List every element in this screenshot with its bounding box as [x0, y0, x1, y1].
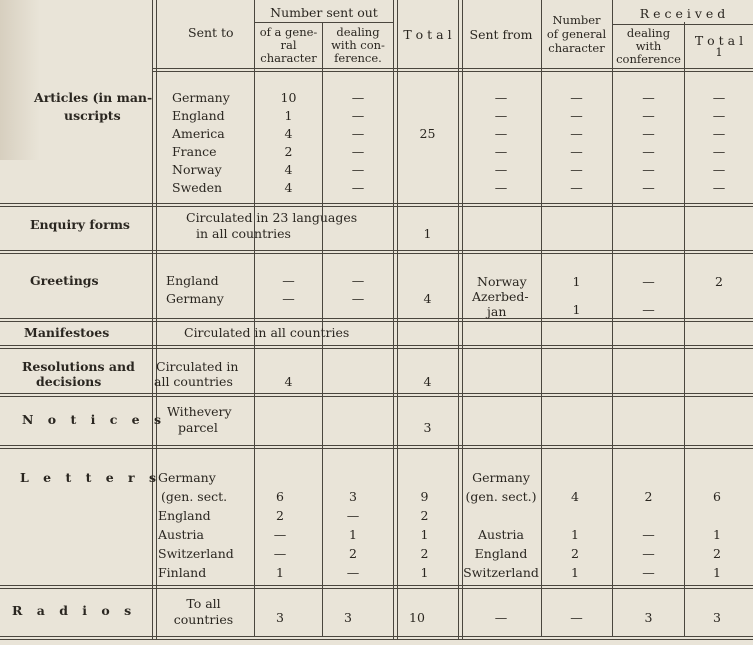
row-label-articles-1: Articles (in man-	[34, 90, 153, 105]
letters-number: 2	[571, 546, 579, 561]
articles-country: Norway	[172, 162, 222, 177]
letters-sent-from: (gen. sect.)	[465, 489, 537, 504]
letters-number: 4	[571, 489, 579, 504]
radios-received-dealing: 3	[644, 610, 653, 625]
greetings-dash: —	[351, 273, 365, 288]
header-received-total-mark: 1	[715, 45, 723, 59]
articles-dash: —	[570, 108, 583, 123]
row-divider	[612, 24, 753, 25]
articles-dash: —	[351, 180, 365, 195]
radios-conference: 3	[344, 610, 352, 625]
paper-stain	[0, 0, 40, 160]
row-divider	[0, 203, 753, 207]
letters-total: 9	[420, 489, 429, 504]
row-divider	[255, 22, 393, 23]
articles-dash: —	[570, 144, 583, 159]
radios-sent-from: —	[494, 610, 508, 625]
articles-dash: —	[642, 90, 655, 105]
greetings-total: 4	[423, 291, 432, 306]
articles-country: England	[172, 108, 225, 123]
enquiry-total: 1	[423, 226, 432, 241]
articles-dash: —	[642, 126, 655, 141]
resolutions-note-1: Circulated in	[156, 359, 239, 374]
articles-country: Sweden	[172, 180, 223, 195]
greetings-dash: —	[642, 274, 655, 289]
articles-dash: —	[570, 90, 583, 105]
articles-total: 25	[419, 126, 436, 141]
radios-general: 3	[276, 610, 284, 625]
greetings-dash: —	[351, 291, 365, 306]
articles-dash: —	[712, 144, 726, 159]
articles-dash: —	[351, 144, 365, 159]
letters-received-total: 6	[713, 489, 721, 504]
articles-dash: —	[570, 180, 583, 195]
letters-country: Austria	[158, 527, 204, 542]
radios-total: 10	[409, 610, 425, 625]
articles-dash: —	[351, 162, 365, 177]
row-divider	[0, 636, 753, 640]
header-received: R e c e i v e d	[639, 6, 726, 21]
notices-note-2: parcel	[178, 420, 218, 435]
row-divider	[0, 250, 753, 254]
letters-conference: —	[346, 508, 360, 523]
letters-general: 6	[276, 489, 284, 504]
radios-note-1: To all	[186, 596, 221, 611]
articles-dash: —	[351, 126, 365, 141]
letters-country: England	[158, 508, 211, 523]
resolutions-general: 4	[284, 374, 293, 389]
greetings-country: Germany	[166, 291, 224, 306]
letters-total: 2	[420, 546, 429, 561]
articles-general: 2	[284, 144, 293, 159]
greetings-sent-from: jan	[487, 304, 507, 319]
row-divider	[0, 445, 753, 449]
row-label-resolutions-1: Resolutions and	[22, 359, 135, 374]
header-conference-1: dealing	[336, 25, 380, 39]
articles-dash: —	[494, 108, 508, 123]
articles-general: 4	[284, 162, 293, 177]
greetings-sent-from: Azerbed-	[472, 289, 529, 304]
letters-country: (gen. sect.	[161, 489, 228, 504]
header-number-2: of general	[546, 27, 607, 41]
letters-country: Germany	[158, 470, 216, 485]
letters-received-dealing: —	[642, 527, 655, 542]
articles-dash: —	[494, 126, 508, 141]
letters-conference: 3	[349, 489, 357, 504]
row-label-manifestoes: Manifestoes	[24, 325, 110, 340]
manifestoes-note: Circulated in all countries	[184, 325, 350, 340]
header-number-1: Number	[552, 13, 601, 27]
articles-dash: —	[570, 162, 583, 177]
articles-dash: —	[712, 90, 726, 105]
radios-note-2: countries	[173, 612, 234, 627]
articles-dash: —	[642, 162, 655, 177]
header-received-dealing-1: dealing	[626, 26, 671, 40]
letters-general: —	[273, 527, 287, 542]
letters-sent-from: Austria	[478, 527, 524, 542]
row-label-notices: N o t i c e s	[22, 412, 166, 427]
articles-dash: —	[712, 180, 726, 195]
radios-number: —	[570, 610, 583, 625]
letters-number: 1	[571, 527, 579, 542]
notices-note-1: Withevery	[167, 404, 232, 419]
row-label-radios: R a d i o s	[12, 603, 137, 618]
articles-dash: —	[570, 126, 583, 141]
enquiry-note-2: in all countries	[196, 226, 291, 241]
radios-received-total: 3	[713, 610, 721, 625]
articles-general: 10	[280, 90, 297, 105]
header-general-3: character	[260, 51, 317, 65]
letters-received-total: 1	[713, 527, 721, 542]
letters-general: 2	[276, 508, 284, 523]
letters-received-total: 1	[713, 565, 721, 580]
letters-conference: —	[346, 565, 360, 580]
articles-general: 4	[284, 126, 293, 141]
articles-dash: —	[642, 180, 655, 195]
header-number-3: character	[548, 41, 605, 55]
letters-number: 1	[571, 565, 579, 580]
articles-dash: —	[712, 126, 726, 141]
row-divider	[0, 393, 753, 397]
row-divider	[0, 345, 753, 349]
letters-country: Finland	[158, 565, 207, 580]
articles-dash: —	[494, 180, 508, 195]
articles-country: France	[172, 144, 217, 159]
letters-conference: 1	[349, 527, 357, 542]
greetings-country: England	[166, 273, 219, 288]
articles-dash: —	[712, 108, 726, 123]
enquiry-note-1: Circulated in 23 languages	[186, 210, 358, 225]
articles-general: 4	[284, 180, 293, 195]
header-sent-to: Sent to	[188, 25, 234, 40]
header-general-2: ral	[280, 38, 297, 52]
greetings-number: 1	[572, 274, 581, 289]
greetings-sent-from: Norway	[477, 274, 527, 289]
greetings-dash: —	[642, 302, 655, 317]
articles-general: 1	[284, 108, 293, 123]
articles-country: America	[172, 126, 225, 141]
header-conference-2: with con-	[331, 38, 385, 52]
articles-dash: —	[351, 108, 365, 123]
row-label-greetings: Greetings	[30, 273, 99, 288]
letters-total: 1	[420, 527, 429, 542]
articles-dash: —	[494, 162, 508, 177]
letters-total: 2	[420, 508, 429, 523]
header-conference-3: ference.	[334, 51, 382, 65]
articles-dash: —	[642, 108, 655, 123]
header-sent-from: Sent from	[469, 27, 533, 42]
letters-conference: 2	[349, 546, 357, 561]
row-label-resolutions-2: decisions	[36, 374, 102, 389]
greetings-dash: —	[282, 273, 295, 288]
header-total: T o t a l	[403, 27, 452, 42]
articles-dash: —	[494, 90, 508, 105]
articles-dash: —	[712, 162, 726, 177]
resolutions-note-2: all countries	[154, 374, 233, 389]
row-divider	[152, 68, 753, 72]
letters-general: 1	[276, 565, 284, 580]
header-number-sent-out: Number sent out	[270, 5, 378, 20]
letters-sent-from: Switzerland	[463, 565, 539, 580]
letters-received-dealing: —	[642, 565, 655, 580]
letters-general: —	[273, 546, 287, 561]
letters-received-total: 2	[713, 546, 721, 561]
row-label-articles-2: uscripts	[64, 108, 121, 123]
row-divider	[0, 585, 753, 589]
letters-received-dealing: —	[642, 546, 655, 561]
greetings-dash: —	[282, 291, 295, 306]
articles-dash: —	[494, 144, 508, 159]
header-general-1: of a gene-	[259, 25, 318, 39]
greetings-number: 1	[572, 302, 581, 317]
letters-country: Switzerland	[158, 546, 234, 561]
letters-sent-from: England	[474, 546, 528, 561]
articles-dash: —	[642, 144, 655, 159]
row-label-enquiry: Enquiry forms	[30, 217, 130, 232]
articles-dash: —	[351, 90, 365, 105]
header-received-dealing-3: conference	[616, 52, 681, 66]
letters-sent-from: Germany	[472, 470, 530, 485]
resolutions-total: 4	[423, 374, 432, 389]
greetings-received-total: 2	[715, 274, 723, 289]
header-received-dealing-2: with	[635, 39, 662, 53]
header-received-total: T o t a l	[694, 33, 744, 48]
row-label-letters: L e t t e r s	[20, 470, 161, 485]
articles-country: Germany	[172, 90, 230, 105]
letters-received-dealing: 2	[644, 489, 653, 504]
notices-total: 3	[423, 420, 432, 435]
letters-total: 1	[420, 565, 429, 580]
